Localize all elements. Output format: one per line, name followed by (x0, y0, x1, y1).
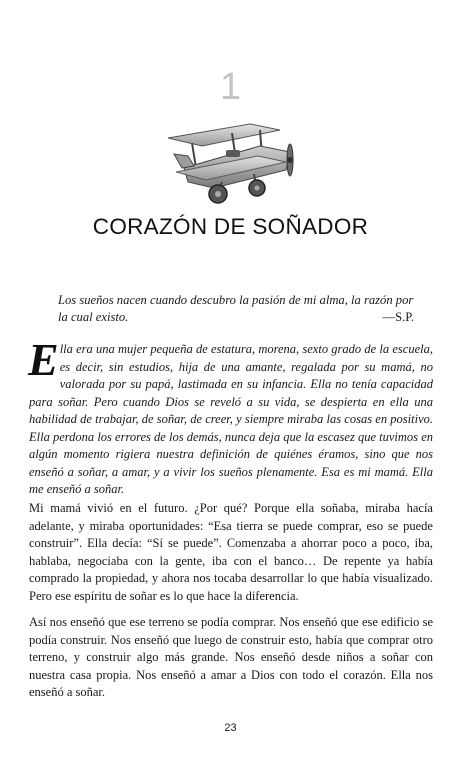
epigraph (58, 292, 414, 326)
epigraph-text: Los sueños nacen cuando descubro la pasión de mi alma, la razón por la cual existo. (58, 293, 414, 324)
paragraph-1-text: lla era una mujer pequeña de estatura, morena, sexto grado de la escuela, es decir, sin estudios, hija de una amante, regalada por su mamá, no valorada por su papá, lastimada en su infancia. Ella no tenía capacidad para soñar. Pero cuando Dios se reveló a su vida, se despierta en ella una habilidad de trabajar, de soñar, de creer, y siempre miraba las cosas en positivo. Ella perdona los errores de los demás, nunca deja que la escasez que tuvimos en algún momento rigiera nuestra definición de quiénes éramos, sino que nos enseñó a soñar, a amar, y a vivir los sueños plenamente. Esa es mi mamá. Ella me enseñó a soñar. (29, 342, 433, 496)
chapter-number: 1 (219, 66, 242, 108)
chapter-title: CORAZÓN DE SOÑADOR (92, 214, 369, 239)
toy-airplane-icon (162, 116, 302, 206)
paragraph-2: Mi mamá vivió en el futuro. ¿Por qué? Porque ella soñaba, miraba hacía adelante, y miraba oportunidades: “Esa tierra se puede comprar, eso se puede construir”. Ella decía: “Sí se puede”. Comenzaba a ahorrar poco a poco, iba, hablaba, negociaba con la gente, iba con el banco… De repente ya había comprado la propiedad, y ahora nos tocaba desarrollar lo que había visualizado. Pero ese espíritu de soñar es lo que hace la diferencia. (29, 501, 433, 603)
page-number: 23 (224, 722, 237, 734)
paragraph-3: Así nos enseñó que ese terreno se podía comprar. Nos enseñó que ese edificio se podía construir. Nos enseñó que luego de construir esto, había que comprar otro terreno, y construir algo más grande. Nos enseñó desde niños a soñar con nuestra casa propia. Nos enseñó a amar a Dios con todo el corazón. Ella nos enseñó a soñar. (29, 615, 433, 699)
paragraph-1 (28, 334, 433, 499)
drop-cap: E (28, 334, 59, 385)
epigraph-attribution: —S.P. (382, 310, 414, 324)
